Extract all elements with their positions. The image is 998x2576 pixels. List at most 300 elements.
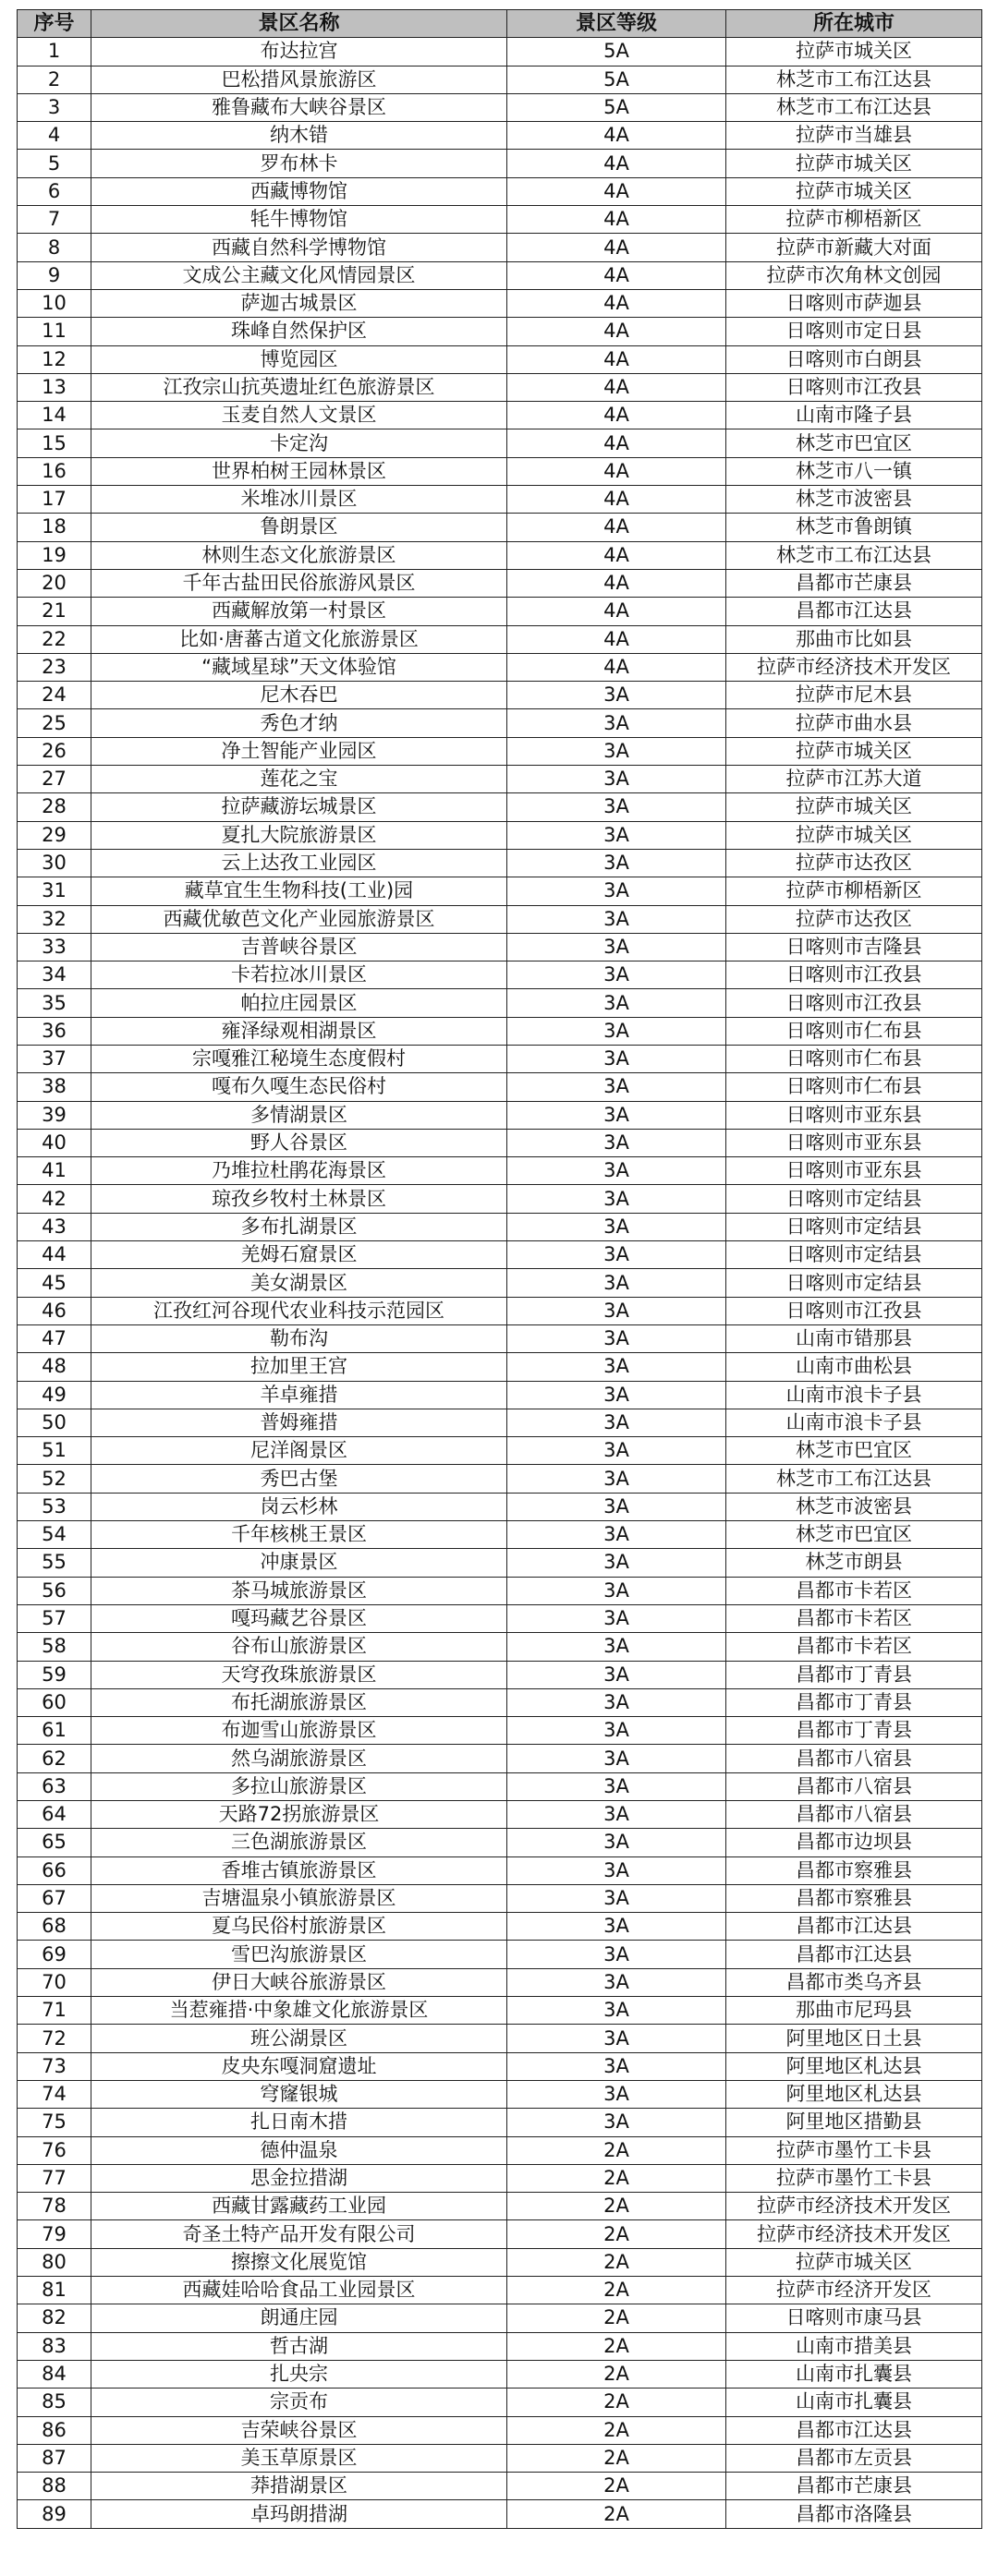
table-row <box>18 1829 982 1856</box>
cell-grade: 3A <box>507 1913 726 1941</box>
cell-index: 30 <box>18 849 91 877</box>
cell-index: 76 <box>18 2136 91 2164</box>
cell-index: 59 <box>18 1661 91 1688</box>
cell-index: 37 <box>18 1045 91 1072</box>
cell-city: 昌都市卡若区 <box>726 1577 982 1604</box>
cell-grade: 4A <box>507 541 726 569</box>
cell-name: 卓玛朗措湖 <box>91 2500 507 2528</box>
cell-city: 拉萨市曲水县 <box>726 709 982 737</box>
cell-grade: 3A <box>507 1409 726 1436</box>
cell-name: 西藏博物馆 <box>91 177 507 205</box>
cell-grade: 3A <box>507 1213 726 1240</box>
cell-name: 宗嘎雅江秘境生态度假村 <box>91 1045 507 1072</box>
cell-city: 日喀则市定结县 <box>726 1241 982 1269</box>
cell-city: 阿里地区日土县 <box>726 2025 982 2052</box>
cell-name: 擦擦文化展览馆 <box>91 2248 507 2276</box>
cell-city: 昌都市察雅县 <box>726 1884 982 1912</box>
table-row <box>18 2193 982 2220</box>
cell-grade: 3A <box>507 1688 726 1716</box>
cell-index: 65 <box>18 1829 91 1856</box>
table-row <box>18 514 982 541</box>
cell-index: 75 <box>18 2109 91 2136</box>
cell-grade: 3A <box>507 1941 726 1968</box>
cell-city: 拉萨市城关区 <box>726 737 982 765</box>
cell-grade: 2A <box>507 2416 726 2444</box>
cell-index: 13 <box>18 373 91 401</box>
cell-index: 88 <box>18 2473 91 2500</box>
table-row <box>18 38 982 66</box>
cell-name: 秀巴古堡 <box>91 1465 507 1493</box>
cell-name: 藏草宜生生物科技(工业)园 <box>91 877 507 905</box>
cell-city: 昌都市卡若区 <box>726 1633 982 1661</box>
header-grade: 景区等级 <box>507 10 726 38</box>
cell-city: 林芝市工布江达县 <box>726 66 982 93</box>
cell-city: 山南市隆子县 <box>726 402 982 429</box>
cell-grade: 4A <box>507 429 726 457</box>
cell-city: 林芝市朗县 <box>726 1549 982 1577</box>
table-row <box>18 737 982 765</box>
cell-name: 西藏自然科学博物馆 <box>91 234 507 261</box>
cell-index: 23 <box>18 653 91 681</box>
cell-city: 昌都市边坝县 <box>726 1829 982 1856</box>
cell-city: 林芝市波密县 <box>726 486 982 514</box>
cell-index: 39 <box>18 1101 91 1129</box>
cell-name: 布迦雪山旅游景区 <box>91 1717 507 1745</box>
cell-index: 38 <box>18 1073 91 1101</box>
table-row <box>18 1353 982 1381</box>
cell-city: 昌都市八宿县 <box>726 1801 982 1829</box>
cell-index: 68 <box>18 1913 91 1941</box>
table-row <box>18 457 982 485</box>
cell-index: 73 <box>18 2052 91 2080</box>
table-row <box>18 1409 982 1436</box>
cell-index: 8 <box>18 234 91 261</box>
table-row <box>18 1465 982 1493</box>
cell-index: 53 <box>18 1493 91 1520</box>
table-row <box>18 1437 982 1465</box>
cell-index: 54 <box>18 1521 91 1549</box>
cell-name: 三色湖旅游景区 <box>91 1829 507 1856</box>
cell-name: 夏扎大院旅游景区 <box>91 821 507 849</box>
cell-grade: 3A <box>507 766 726 793</box>
cell-name: 班公湖景区 <box>91 2025 507 2052</box>
cell-city: 拉萨市尼木县 <box>726 682 982 709</box>
table-row <box>18 2500 982 2528</box>
cell-grade: 2A <box>507 2136 726 2164</box>
table-row <box>18 122 982 150</box>
cell-city: 拉萨市城关区 <box>726 38 982 66</box>
cell-name: 西藏甘露藏药工业园 <box>91 2193 507 2220</box>
table-row <box>18 1381 982 1409</box>
cell-name: 朗通庄园 <box>91 2304 507 2332</box>
cell-index: 74 <box>18 2080 91 2108</box>
cell-name: 尼木吞巴 <box>91 682 507 709</box>
cell-city: 那曲市尼玛县 <box>726 1997 982 2025</box>
cell-name: 然乌湖旅游景区 <box>91 1745 507 1772</box>
table-row <box>18 989 982 1017</box>
cell-grade: 3A <box>507 933 726 961</box>
table-row <box>18 1297 982 1324</box>
cell-city: 昌都市左贡县 <box>726 2444 982 2472</box>
cell-grade: 3A <box>507 1549 726 1577</box>
cell-index: 46 <box>18 1297 91 1324</box>
cell-grade: 3A <box>507 1717 726 1745</box>
cell-index: 7 <box>18 206 91 234</box>
cell-name: 羊卓雍措 <box>91 1381 507 1409</box>
table-row <box>18 2248 982 2276</box>
cell-index: 55 <box>18 1549 91 1577</box>
table-row <box>18 2080 982 2108</box>
cell-city: 林芝市鲁朗镇 <box>726 514 982 541</box>
cell-name: 谷布山旅游景区 <box>91 1633 507 1661</box>
table-row <box>18 373 982 401</box>
cell-city: 昌都市芒康县 <box>726 2473 982 2500</box>
table-row <box>18 1913 982 1941</box>
cell-city: 日喀则市吉隆县 <box>726 933 982 961</box>
cell-name: 西藏优敏芭文化产业园旅游景区 <box>91 905 507 933</box>
cell-index: 20 <box>18 569 91 597</box>
cell-index: 18 <box>18 514 91 541</box>
table-row <box>18 1045 982 1072</box>
cell-grade: 3A <box>507 1577 726 1604</box>
cell-index: 41 <box>18 1157 91 1185</box>
cell-index: 36 <box>18 1017 91 1045</box>
cell-city: 拉萨市柳梧新区 <box>726 206 982 234</box>
cell-grade: 3A <box>507 2080 726 2108</box>
cell-name: 米堆冰川景区 <box>91 486 507 514</box>
cell-grade: 4A <box>507 177 726 205</box>
table-row <box>18 653 982 681</box>
cell-name: 卡若拉冰川景区 <box>91 961 507 989</box>
cell-city: 那曲市比如县 <box>726 625 982 653</box>
table-row <box>18 1185 982 1213</box>
cell-city: 昌都市芒康县 <box>726 569 982 597</box>
cell-city: 日喀则市定结县 <box>726 1185 982 1213</box>
cell-city: 拉萨市江苏大道 <box>726 766 982 793</box>
cell-name: 珠峰自然保护区 <box>91 318 507 345</box>
cell-grade: 3A <box>507 877 726 905</box>
cell-index: 21 <box>18 598 91 625</box>
cell-index: 11 <box>18 318 91 345</box>
table-row <box>18 2277 982 2304</box>
table-row <box>18 2389 982 2416</box>
cell-index: 81 <box>18 2277 91 2304</box>
cell-city: 山南市浪卡子县 <box>726 1381 982 1409</box>
cell-name: 冲康景区 <box>91 1549 507 1577</box>
cell-index: 40 <box>18 1129 91 1156</box>
cell-grade: 2A <box>507 2332 726 2360</box>
cell-grade: 3A <box>507 1437 726 1465</box>
table-row <box>18 2136 982 2164</box>
cell-index: 71 <box>18 1997 91 2025</box>
cell-grade: 4A <box>507 318 726 345</box>
table-row <box>18 1017 982 1045</box>
table-row <box>18 2052 982 2080</box>
cell-grade: 3A <box>507 961 726 989</box>
cell-city: 日喀则市仁布县 <box>726 1073 982 1101</box>
cell-grade: 4A <box>507 457 726 485</box>
cell-grade: 3A <box>507 1045 726 1072</box>
cell-grade: 3A <box>507 1772 726 1800</box>
cell-index: 77 <box>18 2164 91 2192</box>
cell-index: 16 <box>18 457 91 485</box>
cell-name: 伊日大峡谷旅游景区 <box>91 1968 507 1996</box>
table-row <box>18 289 982 317</box>
cell-index: 10 <box>18 289 91 317</box>
cell-index: 60 <box>18 1688 91 1716</box>
cell-city: 日喀则市亚东县 <box>726 1129 982 1156</box>
cell-city: 拉萨市墨竹工卡县 <box>726 2164 982 2192</box>
cell-grade: 4A <box>507 345 726 373</box>
table-row <box>18 1577 982 1604</box>
cell-grade: 4A <box>507 150 726 177</box>
cell-index: 52 <box>18 1465 91 1493</box>
cell-name: 净土智能产业园区 <box>91 737 507 765</box>
cell-index: 29 <box>18 821 91 849</box>
cell-name: 牦牛博物馆 <box>91 206 507 234</box>
cell-city: 山南市浪卡子县 <box>726 1409 982 1436</box>
table-row <box>18 261 982 289</box>
cell-city: 山南市扎囊县 <box>726 2360 982 2388</box>
table-row <box>18 1856 982 1884</box>
cell-name: 博览园区 <box>91 345 507 373</box>
cell-name: 嘎玛藏艺谷景区 <box>91 1604 507 1632</box>
cell-name: 文成公主藏文化风情园景区 <box>91 261 507 289</box>
cell-grade: 4A <box>507 373 726 401</box>
table-row <box>18 569 982 597</box>
cell-city: 昌都市类乌齐县 <box>726 1968 982 1996</box>
cell-index: 48 <box>18 1353 91 1381</box>
table-row <box>18 682 982 709</box>
cell-name: 美女湖景区 <box>91 1269 507 1297</box>
cell-name: 萨迦古城景区 <box>91 289 507 317</box>
cell-grade: 4A <box>507 261 726 289</box>
table-row <box>18 1688 982 1716</box>
cell-name: 茶马城旅游景区 <box>91 1577 507 1604</box>
cell-index: 84 <box>18 2360 91 2388</box>
cell-city: 山南市曲松县 <box>726 1353 982 1381</box>
cell-index: 4 <box>18 122 91 150</box>
cell-name: 世界柏树王园林景区 <box>91 457 507 485</box>
table-row <box>18 150 982 177</box>
table-row <box>18 1801 982 1829</box>
cell-city: 日喀则市康马县 <box>726 2304 982 2332</box>
cell-grade: 4A <box>507 625 726 653</box>
cell-index: 43 <box>18 1213 91 1240</box>
cell-grade: 3A <box>507 1521 726 1549</box>
table-row <box>18 1633 982 1661</box>
cell-city: 拉萨市墨竹工卡县 <box>726 2136 982 2164</box>
table-row <box>18 877 982 905</box>
cell-grade: 4A <box>507 514 726 541</box>
cell-index: 58 <box>18 1633 91 1661</box>
table-row <box>18 93 982 121</box>
cell-city: 拉萨市城关区 <box>726 821 982 849</box>
cell-grade: 3A <box>507 1968 726 1996</box>
cell-city: 拉萨市当雄县 <box>726 122 982 150</box>
cell-grade: 3A <box>507 1829 726 1856</box>
cell-name: 当惹雍措·中象雄文化旅游景区 <box>91 1997 507 2025</box>
table-row <box>18 2109 982 2136</box>
cell-name: 羌姆石窟景区 <box>91 1241 507 1269</box>
cell-city: 林芝市工布江达县 <box>726 1465 982 1493</box>
table-row <box>18 66 982 93</box>
table-row <box>18 1324 982 1352</box>
table-row <box>18 1772 982 1800</box>
cell-index: 51 <box>18 1437 91 1465</box>
cell-name: 香堆古镇旅游景区 <box>91 1856 507 1884</box>
cell-index: 32 <box>18 905 91 933</box>
cell-city: 拉萨市经济技术开发区 <box>726 2193 982 2220</box>
cell-name: 卡定沟 <box>91 429 507 457</box>
cell-city: 昌都市丁青县 <box>726 1688 982 1716</box>
cell-index: 70 <box>18 1968 91 1996</box>
cell-index: 82 <box>18 2304 91 2332</box>
cell-index: 33 <box>18 933 91 961</box>
cell-name: 天路72拐旅游景区 <box>91 1801 507 1829</box>
cell-grade: 3A <box>507 989 726 1017</box>
cell-name: 江孜红河谷现代农业科技示范园区 <box>91 1297 507 1324</box>
cell-index: 79 <box>18 2220 91 2248</box>
cell-grade: 3A <box>507 1997 726 2025</box>
cell-grade: 2A <box>507 2277 726 2304</box>
table-row <box>18 2025 982 2052</box>
cell-name: 秀色才纳 <box>91 709 507 737</box>
table-row <box>18 793 982 821</box>
table-row <box>18 1745 982 1772</box>
cell-city: 林芝市巴宜区 <box>726 429 982 457</box>
cell-name: 乃堆拉杜鹃花海景区 <box>91 1157 507 1185</box>
cell-index: 85 <box>18 2389 91 2416</box>
table-row <box>18 318 982 345</box>
cell-name: 德仲温泉 <box>91 2136 507 2164</box>
cell-index: 67 <box>18 1884 91 1912</box>
cell-name: 巴松措风景旅游区 <box>91 66 507 93</box>
table-row <box>18 2416 982 2444</box>
cell-grade: 2A <box>507 2360 726 2388</box>
cell-city: 山南市扎囊县 <box>726 2389 982 2416</box>
cell-name: 吉荣峡谷景区 <box>91 2416 507 2444</box>
cell-name: 纳木错 <box>91 122 507 150</box>
cell-index: 1 <box>18 38 91 66</box>
cell-city: 拉萨市经济技术开发区 <box>726 2220 982 2248</box>
table-row <box>18 2164 982 2192</box>
table-row <box>18 2360 982 2388</box>
table-row <box>18 2473 982 2500</box>
table-row <box>18 709 982 737</box>
cell-grade: 2A <box>507 2220 726 2248</box>
cell-grade: 3A <box>507 1324 726 1352</box>
table-header-row <box>18 10 982 38</box>
table-row <box>18 177 982 205</box>
cell-index: 22 <box>18 625 91 653</box>
cell-name: 勒布沟 <box>91 1324 507 1352</box>
cell-name: 布托湖旅游景区 <box>91 1688 507 1716</box>
cell-grade: 5A <box>507 66 726 93</box>
cell-name: 江孜宗山抗英遗址红色旅游景区 <box>91 373 507 401</box>
table-row <box>18 1968 982 1996</box>
cell-city: 林芝市巴宜区 <box>726 1437 982 1465</box>
cell-name: 林则生态文化旅游景区 <box>91 541 507 569</box>
table-body <box>18 38 982 2528</box>
cell-city: 拉萨市达孜区 <box>726 905 982 933</box>
cell-name: 雍泽绿观相湖景区 <box>91 1017 507 1045</box>
cell-grade: 2A <box>507 2473 726 2500</box>
table-row <box>18 2304 982 2332</box>
cell-city: 阿里地区札达县 <box>726 2080 982 2108</box>
cell-name: 皮央东嘎洞窟遗址 <box>91 2052 507 2080</box>
cell-index: 86 <box>18 2416 91 2444</box>
cell-grade: 3A <box>507 2109 726 2136</box>
table-row <box>18 1997 982 2025</box>
cell-grade: 3A <box>507 905 726 933</box>
cell-grade: 2A <box>507 2389 726 2416</box>
header-index: 序号 <box>18 10 91 38</box>
cell-city: 日喀则市亚东县 <box>726 1157 982 1185</box>
cell-grade: 2A <box>507 2304 726 2332</box>
cell-grade: 3A <box>507 1101 726 1129</box>
table-row <box>18 345 982 373</box>
cell-name: 布达拉宫 <box>91 38 507 66</box>
cell-index: 26 <box>18 737 91 765</box>
cell-index: 45 <box>18 1269 91 1297</box>
cell-city: 林芝市波密县 <box>726 1493 982 1520</box>
cell-city: 拉萨市城关区 <box>726 177 982 205</box>
cell-name: 穹窿银城 <box>91 2080 507 2108</box>
cell-city: 昌都市八宿县 <box>726 1772 982 1800</box>
table-row <box>18 1241 982 1269</box>
table-row <box>18 821 982 849</box>
cell-grade: 3A <box>507 737 726 765</box>
cell-name: 雪巴沟旅游景区 <box>91 1941 507 1968</box>
table-row <box>18 429 982 457</box>
cell-name: 吉塘温泉小镇旅游景区 <box>91 1884 507 1912</box>
cell-grade: 3A <box>507 1604 726 1632</box>
table-row <box>18 402 982 429</box>
table-row <box>18 1717 982 1745</box>
cell-name: 野人谷景区 <box>91 1129 507 1156</box>
table-row <box>18 1661 982 1688</box>
cell-grade: 3A <box>507 1017 726 1045</box>
cell-grade: 3A <box>507 1633 726 1661</box>
cell-index: 2 <box>18 66 91 93</box>
cell-grade: 3A <box>507 1297 726 1324</box>
cell-index: 27 <box>18 766 91 793</box>
cell-grade: 2A <box>507 2500 726 2528</box>
table-row <box>18 1157 982 1185</box>
cell-grade: 3A <box>507 2052 726 2080</box>
cell-grade: 3A <box>507 821 726 849</box>
cell-name: 扎日南木措 <box>91 2109 507 2136</box>
table-row <box>18 961 982 989</box>
cell-city: 阿里地区札达县 <box>726 2052 982 2080</box>
cell-grade: 3A <box>507 1269 726 1297</box>
cell-index: 12 <box>18 345 91 373</box>
cell-name: 西藏娃哈哈食品工业园景区 <box>91 2277 507 2304</box>
cell-city: 山南市措美县 <box>726 2332 982 2360</box>
cell-grade: 2A <box>507 2248 726 2276</box>
cell-name: 玉麦自然人文景区 <box>91 402 507 429</box>
cell-index: 25 <box>18 709 91 737</box>
cell-index: 42 <box>18 1185 91 1213</box>
cell-grade: 4A <box>507 402 726 429</box>
cell-city: 昌都市江达县 <box>726 2416 982 2444</box>
cell-name: “藏域星球”天文体验馆 <box>91 653 507 681</box>
cell-index: 28 <box>18 793 91 821</box>
cell-name: 美玉草原景区 <box>91 2444 507 2472</box>
cell-index: 72 <box>18 2025 91 2052</box>
cell-name: 莽措湖景区 <box>91 2473 507 2500</box>
